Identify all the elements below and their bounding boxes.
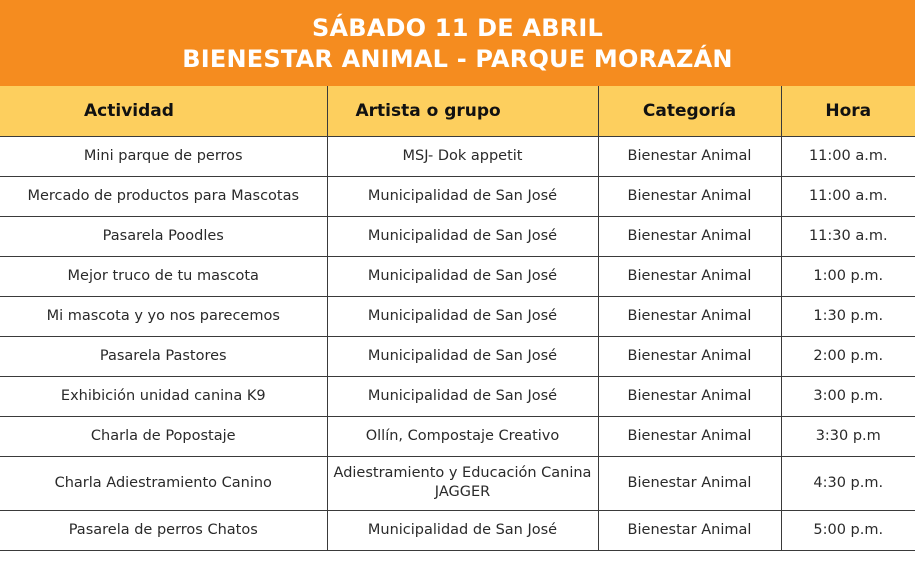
cell-artista: Municipalidad de San José bbox=[327, 376, 598, 416]
cell-actividad: Mercado de productos para Mascotas bbox=[0, 176, 327, 216]
table-row bbox=[0, 256, 915, 296]
cell-hora: 3:00 p.m. bbox=[781, 376, 915, 416]
cell-categoria: Bienestar Animal bbox=[598, 510, 781, 550]
cell-actividad: Pasarela Poodles bbox=[0, 216, 327, 256]
table-row bbox=[0, 376, 915, 416]
table-row bbox=[0, 136, 915, 176]
cell-hora: 3:30 p.m bbox=[781, 416, 915, 456]
cell-actividad: Mini parque de perros bbox=[0, 136, 327, 176]
cell-actividad: Exhibición unidad canina K9 bbox=[0, 376, 327, 416]
cell-artista: Municipalidad de San José bbox=[327, 336, 598, 376]
cell-categoria: Bienestar Animal bbox=[598, 216, 781, 256]
table-row bbox=[0, 176, 915, 216]
cell-artista: Municipalidad de San José bbox=[327, 296, 598, 336]
cell-categoria: Bienestar Animal bbox=[598, 176, 781, 216]
cell-artista: Adiestramiento y Educación Canina JAGGER bbox=[327, 456, 598, 510]
title-banner bbox=[0, 0, 915, 86]
cell-artista: Municipalidad de San José bbox=[327, 256, 598, 296]
cell-categoria: Bienestar Animal bbox=[598, 416, 781, 456]
cell-categoria: Bienestar Animal bbox=[598, 376, 781, 416]
cell-artista: Municipalidad de San José bbox=[327, 510, 598, 550]
table-row bbox=[0, 456, 915, 510]
cell-hora: 1:00 p.m. bbox=[781, 256, 915, 296]
column-header-hora: Hora bbox=[781, 86, 915, 136]
cell-hora: 2:00 p.m. bbox=[781, 336, 915, 376]
cell-categoria: Bienestar Animal bbox=[598, 136, 781, 176]
cell-hora: 11:00 a.m. bbox=[781, 176, 915, 216]
table-header-row bbox=[0, 86, 915, 136]
schedule-table bbox=[0, 86, 915, 551]
column-header-actividad: Actividad bbox=[0, 86, 327, 136]
cell-actividad: Mi mascota y yo nos parecemos bbox=[0, 296, 327, 336]
cell-hora: 1:30 p.m. bbox=[781, 296, 915, 336]
cell-categoria: Bienestar Animal bbox=[598, 336, 781, 376]
cell-actividad: Charla de Popostaje bbox=[0, 416, 327, 456]
cell-hora: 11:00 a.m. bbox=[781, 136, 915, 176]
title-date: SÁBADO 11 DE ABRIL bbox=[311, 14, 603, 42]
table-row bbox=[0, 416, 915, 456]
cell-artista: Municipalidad de San José bbox=[327, 176, 598, 216]
cell-actividad: Pasarela de perros Chatos bbox=[0, 510, 327, 550]
cell-categoria: Bienestar Animal bbox=[598, 296, 781, 336]
cell-hora: 5:00 p.m. bbox=[781, 510, 915, 550]
cell-hora: 11:30 a.m. bbox=[781, 216, 915, 256]
cell-artista: MSJ- Dok appetit bbox=[327, 136, 598, 176]
cell-hora: 4:30 p.m. bbox=[781, 456, 915, 510]
cell-actividad: Charla Adiestramiento Canino bbox=[0, 456, 327, 510]
cell-artista: Municipalidad de San José bbox=[327, 216, 598, 256]
title-event: BIENESTAR ANIMAL - PARQUE MORAZÁN bbox=[182, 45, 733, 73]
column-header-artista: Artista o grupo bbox=[327, 86, 598, 136]
column-header-categoria: Categoría bbox=[598, 86, 781, 136]
table-row bbox=[0, 510, 915, 550]
cell-actividad: Pasarela Pastores bbox=[0, 336, 327, 376]
cell-actividad: Mejor truco de tu mascota bbox=[0, 256, 327, 296]
cell-categoria: Bienestar Animal bbox=[598, 456, 781, 510]
table-row bbox=[0, 336, 915, 376]
table-row bbox=[0, 296, 915, 336]
cell-artista: Ollín, Compostaje Creativo bbox=[327, 416, 598, 456]
cell-categoria: Bienestar Animal bbox=[598, 256, 781, 296]
table-row bbox=[0, 216, 915, 256]
